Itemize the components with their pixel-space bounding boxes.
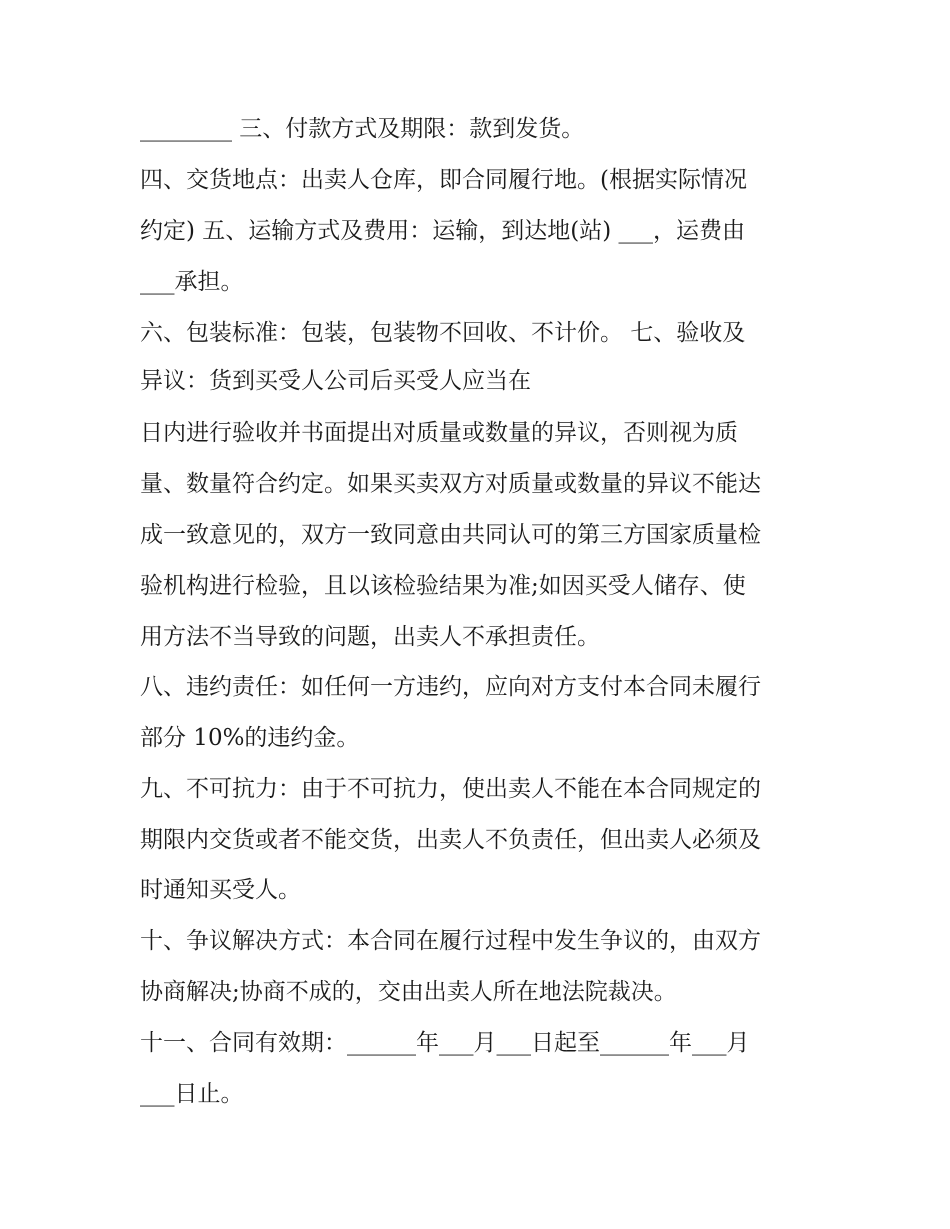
- text-line: 成一致意见的，双方一致同意由共同认可的第三方国家质量检: [140, 522, 761, 548]
- text-line: 日内进行验收并书面提出对质量或数量的异议，否则视为质: [140, 420, 738, 446]
- text-line: 时通知买受人。: [140, 877, 301, 903]
- text-line: 部分 10%的违约金。: [140, 725, 360, 751]
- text-line: 十一、合同有效期：______年___月___日起至______年___月: [140, 1030, 750, 1056]
- text-line: 六、包装标准：包装，包装物不回收、不计价。 七、验收及: [140, 320, 746, 346]
- text-line: ________ 三、付款方式及期限：款到发货。: [140, 116, 585, 142]
- text-line: 期限内交货或者不能交货，出卖人不负责任，但出卖人必须及: [140, 827, 761, 853]
- text-line: ___承担。: [140, 269, 244, 295]
- text-line: 量、数量符合约定。如果买卖双方对质量或数量的异议不能达: [140, 471, 761, 497]
- text-line: 验机构进行检验，且以该检验结果为准;如因买受人储存、使: [140, 573, 746, 599]
- text-line: 四、交货地点：出卖人仓库，即合同履行地。(根据实际情况: [140, 167, 747, 193]
- text-line: 用方法不当导致的问题，出卖人不承担责任。: [140, 624, 600, 650]
- text-line: ___日止。: [140, 1081, 244, 1107]
- text-line: 八、违约责任：如任何一方违约，应向对方支付本合同未履行: [140, 674, 761, 700]
- text-line: 九、不可抗力：由于不可抗力，使出卖人不能在本合同规定的: [140, 776, 761, 802]
- text-line: 异议：货到买受人公司后买受人应当在: [140, 368, 531, 394]
- text-line: 协商解决;协商不成的，交由出卖人所在地法院裁决。: [140, 979, 677, 1005]
- text-line: 约定) 五、运输方式及费用：运输，到达地(站) ___，运费由: [140, 218, 746, 244]
- text-line: 十、争议解决方式：本合同在履行过程中发生争议的，由双方: [140, 928, 761, 954]
